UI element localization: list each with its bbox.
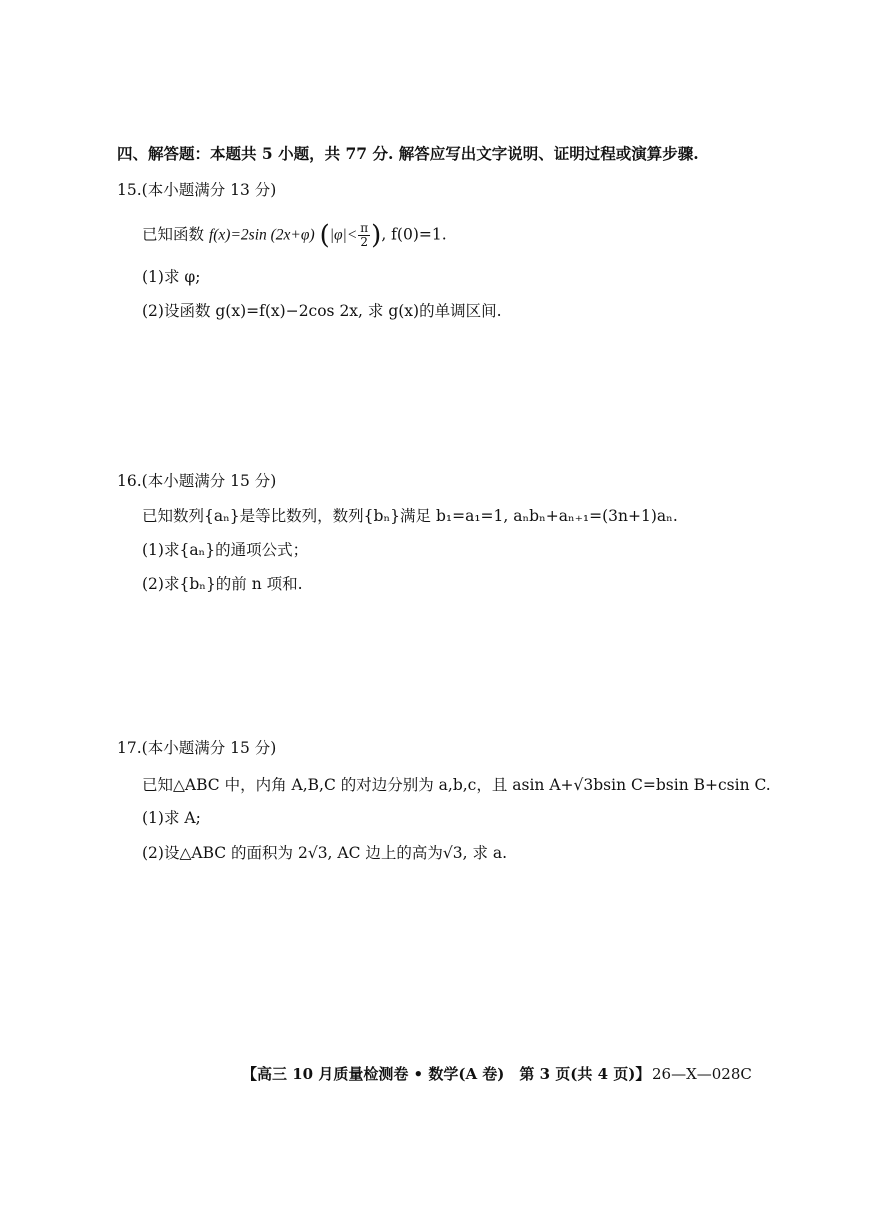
problem-15-number: 15. (117, 181, 142, 199)
problem-17-part-2: (2)设△ABC 的面积为 2√3, AC 边上的高为√3, 求 a. (142, 844, 508, 862)
problem-15-part-1: (1)求 φ; (142, 268, 201, 286)
fraction-denominator: 2 (360, 235, 369, 249)
problem-17-stem: 已知△ABC 中，内角 A,B,C 的对边分别为 a,b,c，且 asin A+√3bsin C=bsin B+csin C. (142, 776, 771, 794)
problem-16-number: 16. (117, 472, 142, 490)
page-footer-code: 26—X—028C (652, 1065, 752, 1083)
problem-15-stem (142, 222, 447, 249)
problem-15-part-2: (2)设函数 g(x)=f(x)−2cos 2x, 求 g(x)的单调区间. (142, 302, 502, 320)
problem-15-cond-open: ( (319, 220, 330, 251)
problem-15-cond: |φ|< (329, 226, 358, 244)
section-heading: 四、解答题：本题共 5 小题，共 77 分. 解答应写出文字说明、证明过程或演算步骤. (117, 144, 699, 163)
problem-16-part-2: (2)求{bₙ}的前 n 项和. (142, 575, 303, 593)
problem-15-function: f(x)=2sin (2x+φ) (208, 226, 315, 244)
problem-15-header (117, 179, 276, 201)
problem-16-header (117, 470, 276, 492)
problem-17-header (117, 737, 276, 759)
problem-15-stem-tail: , f(0)=1. (381, 225, 447, 244)
page-footer-label: 【高三 10 月质量检测卷 • 数学(A 卷) 第 3 页(共 4 页)】 (242, 1065, 651, 1083)
problem-16-stem: 已知数列{aₙ}是等比数列，数列{bₙ}满足 b₁=a₁=1, aₙbₙ+aₙ₊₁=(3n+1)aₙ. (142, 507, 678, 525)
problem-16-part-1: (1)求{aₙ}的通项公式； (142, 541, 309, 559)
problem-15-score: (本小题满分 13 分) (141, 181, 277, 199)
problem-16-score: (本小题满分 15 分) (141, 472, 277, 490)
problem-15-cond-close: ) (371, 220, 382, 251)
problem-15-fraction (358, 222, 370, 249)
fraction-numerator: π (360, 221, 369, 235)
problem-17-number: 17. (117, 739, 142, 757)
problem-17-part-1: (1)求 A; (142, 809, 201, 827)
problem-15-stem-text: 已知函数 (142, 225, 205, 244)
problem-17-score: (本小题满分 15 分) (141, 739, 277, 757)
